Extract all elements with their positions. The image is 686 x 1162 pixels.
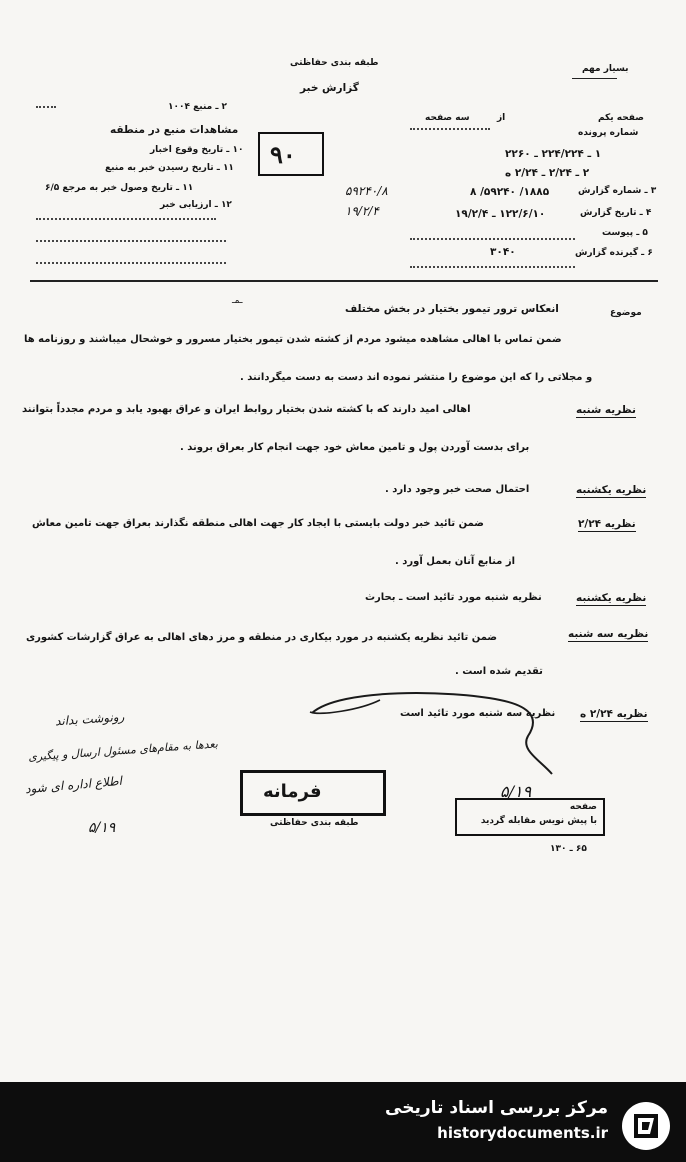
footer-title: مرکز بررسی اسناد تاریخی — [385, 1098, 608, 1118]
right-row-4: ۱۲۲/۶/۱۰ ـ ۱۹/۲/۴ — [455, 208, 546, 220]
opinion-2-text: احتمال صحت خبر وجود دارد . — [385, 484, 530, 495]
field-file-no: شماره پرونده — [578, 128, 639, 138]
left-field-6: ۱۲ ـ ارزیابی خبر — [160, 200, 232, 210]
subject-text: انعکاس ترور تیمور بختیار در بخش مختلف — [345, 303, 559, 315]
opinion-3-label: نظریه ۲/۲۴ — [578, 518, 636, 530]
handwritten-note-1: رونوشت بداند — [54, 709, 125, 729]
opinion-6-label: نظریه ۲/۲۴ ه — [580, 708, 648, 720]
number-stamp — [258, 132, 324, 176]
right-stamp-line2: با پیش نویس مقابله گردید — [480, 816, 597, 826]
handwritten-note-3: اطلاع اداره ای شود — [24, 773, 123, 797]
field-recipient: ۶ ـ گیرنده گزارش — [575, 248, 653, 258]
opinion-1b: برای بدست آوردن پول و تامین معاش خود جهت انجام کار بعراق بروند . — [180, 442, 530, 453]
paragraph-1b: و مجلاتی را که این موضوع را منتشر نموده اند دست به دست میگردانند . — [240, 372, 593, 383]
right-row-3: ۱۸۸۵/ ۵۹۲۴۰/ ۸ — [470, 186, 550, 198]
handwritten-scribble — [300, 688, 560, 778]
opinion-1a: اهالی امید دارند که با کشته شدن بختیار روابط ایران و عراق بهبود یابد و مردم مجدداً بتوانند — [22, 404, 471, 415]
paragraph-1a: ضمن تماس با اهالی مشاهده میشود مردم از کشته شدن تیمور بختیار مسرور و خوشحال میباشند و روزنامه ها — [24, 334, 562, 345]
opinion-5-label: نظریه سه شنبه — [568, 628, 649, 640]
right-stamp — [455, 798, 605, 836]
right-stamp-date: ۵/۱۹ — [500, 782, 532, 801]
classification-label-top: طبقه بندی حفاظتی — [290, 58, 379, 68]
report-title: گزارش خبر — [300, 82, 359, 94]
subject-mark: ـمـ — [232, 296, 243, 306]
left-field-5: ۱۱ ـ تاریخ وصول خبر به مرجع ۶/۵ — [45, 183, 194, 193]
opinion-1-label: نظریه شنبه — [576, 404, 636, 416]
right-row-1: ۱ ـ ۲۲۴/۲۲۴ ـ ۲۲۶۰ — [505, 148, 602, 160]
opinion-3a: ضمن تائید خبر دولت بایستی با ایجاد کار جهت اهالی منطقه نگذارند بعراق جهت تامین معاش — [32, 518, 484, 529]
left-field-3: ۱۰ ـ تاریخ وقوع اخبار — [150, 145, 244, 155]
center-stamp — [240, 770, 386, 816]
stamp-number: ۹۰ — [270, 140, 296, 169]
handwritten-number: ۵۹۲۴۰/۸ — [345, 184, 388, 198]
opinion-4-label: نظریه یکشنبه — [576, 592, 647, 604]
opinion-5b: تقدیم شده است . — [455, 666, 543, 677]
field-from: از — [497, 113, 506, 123]
handwritten-date: ۱۹/۲/۴ — [345, 204, 379, 218]
center-stamp-text: فرمانه — [263, 781, 322, 802]
right-row-2: ۲ ـ ۲/۲۴ ـ ۲/۲۴ ه — [505, 167, 590, 179]
field-page: صفحه یکم — [598, 113, 644, 123]
opinion-4-text: نظریه شنبه مورد تائید است ـ بحارث — [365, 592, 542, 603]
left-field-4: ۱۱ ـ تاریخ رسیدن خبر به منبع — [105, 163, 234, 173]
archive-logo-icon — [620, 1100, 672, 1152]
footer-bar — [0, 1082, 686, 1162]
opinion-2-label: نظریه یکشنبه — [576, 484, 647, 496]
field-report-date: ۴ ـ تاریخ گزارش — [580, 208, 652, 218]
priority-tag: بسیار مهم — [582, 64, 629, 74]
handwritten-note-2: بعدها به مقام‌های مسئول ارسال و پیگیری — [27, 737, 219, 764]
opinion-5a: ضمن تائید نظریه یکشنبه در مورد بیکاری در منطقه و مرز دهای اهالی به عراق گزارشات کشوری — [26, 632, 498, 643]
left-field-2: مشاهدات منبع در منطقه — [110, 124, 239, 136]
right-row-6: ۳۰۴۰ — [490, 246, 516, 258]
header-divider — [30, 280, 658, 282]
left-field-1: ۲ ـ منبع ۱۰۰۴ — [168, 102, 228, 112]
priority-underline — [572, 78, 617, 79]
field-report-number: ۳ ـ شماره گزارش — [578, 186, 657, 196]
opinion-3b: از منابع آنان بعمل آورد . — [395, 556, 516, 567]
handwritten-note-date: ۵/۱۹ — [88, 820, 116, 836]
field-attachment: ۵ ـ پیوست — [602, 228, 648, 238]
right-stamp-line1: صفحه — [569, 802, 597, 812]
field-page-count: سه صفحه — [425, 113, 470, 123]
opinion-6-text: نظریه سه شنبه مورد تائید است — [400, 708, 556, 719]
footer-url[interactable]: historydocuments.ir — [437, 1124, 608, 1142]
center-stamp-caption: طبقه بندی حفاظتی — [270, 818, 359, 828]
bottom-code: ۶۵ ـ ۱۳۰ — [550, 844, 587, 854]
subject-label: موضوع — [610, 308, 642, 318]
